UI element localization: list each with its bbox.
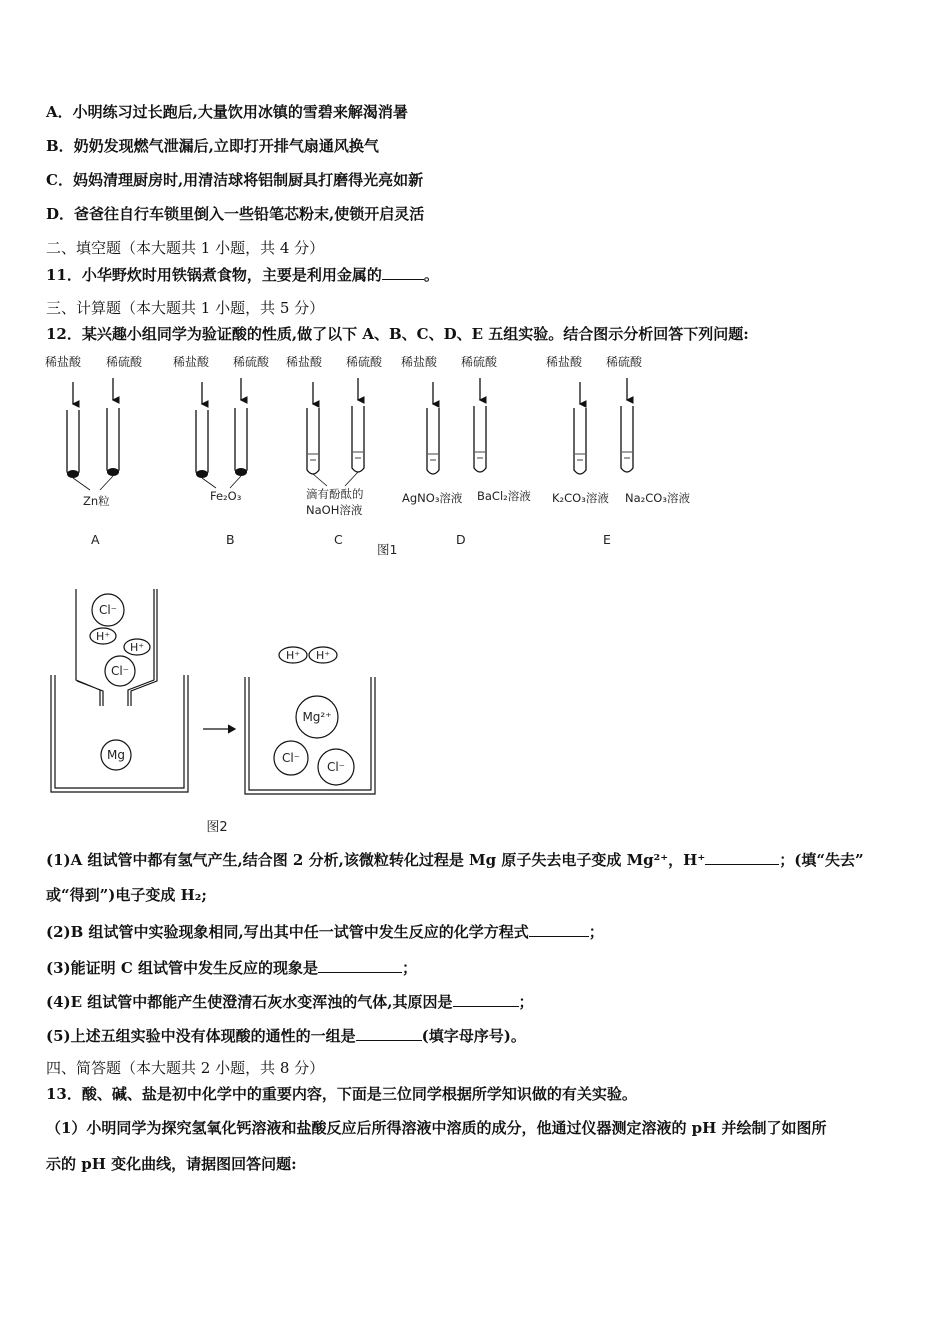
sub-question-4 bbox=[46, 991, 534, 1012]
label-h2so4: 稀硫酸 bbox=[461, 355, 498, 369]
answer-blank bbox=[705, 849, 779, 865]
test-tube bbox=[352, 406, 364, 472]
test-tube bbox=[307, 408, 319, 474]
test-tube bbox=[621, 406, 633, 472]
sub-question-5 bbox=[46, 1025, 526, 1046]
question-11-end: 。 bbox=[423, 266, 439, 284]
reagent-agno3: AgNO₃溶液 bbox=[402, 491, 463, 505]
cl-label: Cl⁻ bbox=[326, 760, 346, 774]
beaker-left bbox=[51, 675, 188, 792]
reagent-k2co3: K₂CO₃溶液 bbox=[552, 491, 609, 505]
solid-granule bbox=[67, 470, 79, 478]
figure-2-particle-model bbox=[45, 585, 390, 837]
sub-question-2 bbox=[46, 921, 604, 942]
test-tube bbox=[427, 408, 439, 474]
question-13-part-1: （1）小明同学为探究氢氧化钙溶液和盐酸反应后所得溶液中溶质的成分，他通过仪器测定溶液的 pH 并绘制了如图所 bbox=[46, 1119, 827, 1137]
sub-question-4-end: ； bbox=[518, 993, 534, 1011]
label-h2so4: 稀硫酸 bbox=[606, 355, 643, 369]
beaker-right bbox=[245, 677, 375, 794]
sub-question-2-text: (2)B 组试管中实验现象相同,写出其中任一试管中发生反应的化学方程式 bbox=[46, 923, 529, 941]
test-tube bbox=[235, 408, 247, 474]
solid-granule bbox=[107, 468, 119, 476]
sub-question-3-text: (3)能证明 C 组试管中发生反应的现象是 bbox=[46, 959, 319, 977]
option-c: C．妈妈清理厨房时,用清洁球将铝制厨具打磨得光亮如新 bbox=[46, 171, 424, 189]
mg-ion-label: Mg²⁺ bbox=[302, 710, 332, 724]
reagent-naoh: NaOH溶液 bbox=[306, 503, 363, 517]
sub-question-2-end: ； bbox=[588, 923, 604, 941]
figure-1-caption: 图1 bbox=[377, 542, 398, 557]
label-hcl: 稀盐酸 bbox=[45, 355, 82, 369]
group-letter-b: B bbox=[226, 532, 235, 547]
reagent-phenolphthalein: 滴有酚酞的 bbox=[306, 487, 364, 501]
cl-label: Cl⁻ bbox=[110, 664, 130, 678]
answer-blank bbox=[318, 957, 402, 973]
label-h2so4: 稀硫酸 bbox=[106, 355, 143, 369]
sub-question-4-text: (4)E 组试管中都能产生使澄清石灰水变浑浊的气体,其原因是 bbox=[46, 993, 453, 1011]
group-letter-a: A bbox=[91, 532, 100, 547]
group-letter-c: C bbox=[334, 532, 343, 547]
section-fill-in-heading: 二、填空题（本大题共 1 小题，共 4 分） bbox=[46, 239, 325, 257]
section-short-answer-heading: 四、简答题（本大题共 2 小题，共 8 分） bbox=[46, 1059, 325, 1077]
test-tube bbox=[67, 410, 79, 476]
test-tube bbox=[574, 408, 586, 474]
group-letter-e: E bbox=[603, 532, 611, 547]
figure-2-caption: 图2 bbox=[206, 820, 228, 835]
label-hcl: 稀盐酸 bbox=[546, 355, 583, 369]
h-label: H⁺ bbox=[129, 641, 145, 654]
option-a: A．小明练习过长跑后,大量饮用冰镇的雪碧来解渴消暑 bbox=[46, 103, 408, 121]
label-hcl: 稀盐酸 bbox=[173, 355, 210, 369]
sub-question-1-text: (1)A 组试管中都有氢气产生,结合图 2 分析,该微粒转化过程是 Mg 原子失去电子变成 Mg²⁺，H⁺ bbox=[46, 851, 706, 869]
option-b: B．奶奶发现燃气泄漏后,立即打开排气扇通风换气 bbox=[46, 137, 379, 155]
question-13: 13．酸、碱、盐是初中化学中的重要内容，下面是三位同学根据所学知识做的有关实验。 bbox=[46, 1085, 637, 1103]
sub-question-3 bbox=[46, 957, 417, 978]
test-tube bbox=[107, 408, 119, 474]
answer-blank bbox=[356, 1025, 422, 1041]
label-h2so4: 稀硫酸 bbox=[346, 355, 383, 369]
solid-powder bbox=[196, 470, 208, 478]
label-hcl: 稀盐酸 bbox=[286, 355, 323, 369]
reagent-fe2o3: Fe₂O₃ bbox=[210, 489, 242, 503]
sub-question-1 bbox=[46, 849, 864, 870]
h-label: H⁺ bbox=[315, 649, 331, 662]
cl-label: Cl⁻ bbox=[98, 603, 118, 617]
test-tubes bbox=[67, 406, 633, 476]
group-letter-d: D bbox=[456, 532, 466, 547]
reagent-bacl2: BaCl₂溶液 bbox=[477, 489, 531, 503]
h-label: H⁺ bbox=[95, 630, 111, 643]
answer-blank bbox=[382, 264, 424, 280]
sub-question-5-text: (5)上述五组实验中没有体现酸的通性的一组是 bbox=[46, 1027, 356, 1045]
answer-blank bbox=[453, 991, 519, 1007]
solid-powder bbox=[235, 468, 247, 476]
test-tube bbox=[474, 406, 486, 472]
answer-blank bbox=[529, 921, 589, 937]
label-hcl: 稀盐酸 bbox=[401, 355, 438, 369]
sub-question-3-end: ； bbox=[402, 959, 418, 977]
cl-label: Cl⁻ bbox=[281, 751, 301, 765]
option-d: D．爸爸往自行车锁里倒入一些铅笔芯粉末,使锁开启灵活 bbox=[46, 205, 425, 223]
reagent-na2co3: Na₂CO₃溶液 bbox=[625, 491, 690, 505]
label-h2so4: 稀硫酸 bbox=[233, 355, 270, 369]
reagent-zn: Zn粒 bbox=[83, 494, 110, 508]
sub-question-1-cont: 或“得到”)电子变成 H₂; bbox=[46, 886, 207, 904]
question-11-text: 11．小华野炊时用铁锅煮食物，主要是利用金属的 bbox=[46, 266, 382, 284]
mg-label: Mg bbox=[107, 748, 125, 762]
h-label: H⁺ bbox=[285, 649, 301, 662]
question-12: 12．某兴趣小组同学为验证酸的性质,做了以下 A、B、C、D、E 五组实验。结合图示分析回答下列问题: bbox=[46, 325, 749, 343]
sub-question-5-end: (填字母序号)。 bbox=[421, 1027, 526, 1045]
question-11 bbox=[46, 264, 439, 285]
test-tube bbox=[196, 410, 208, 476]
question-13-part-1-cont: 示的 pH 变化曲线，请据图回答问题: bbox=[46, 1155, 297, 1173]
figure-1-test-tubes bbox=[40, 350, 720, 565]
section-calc-heading: 三、计算题（本大题共 1 小题，共 5 分） bbox=[46, 299, 325, 317]
sub-question-1-hint: ；(填“失去” bbox=[779, 851, 864, 869]
